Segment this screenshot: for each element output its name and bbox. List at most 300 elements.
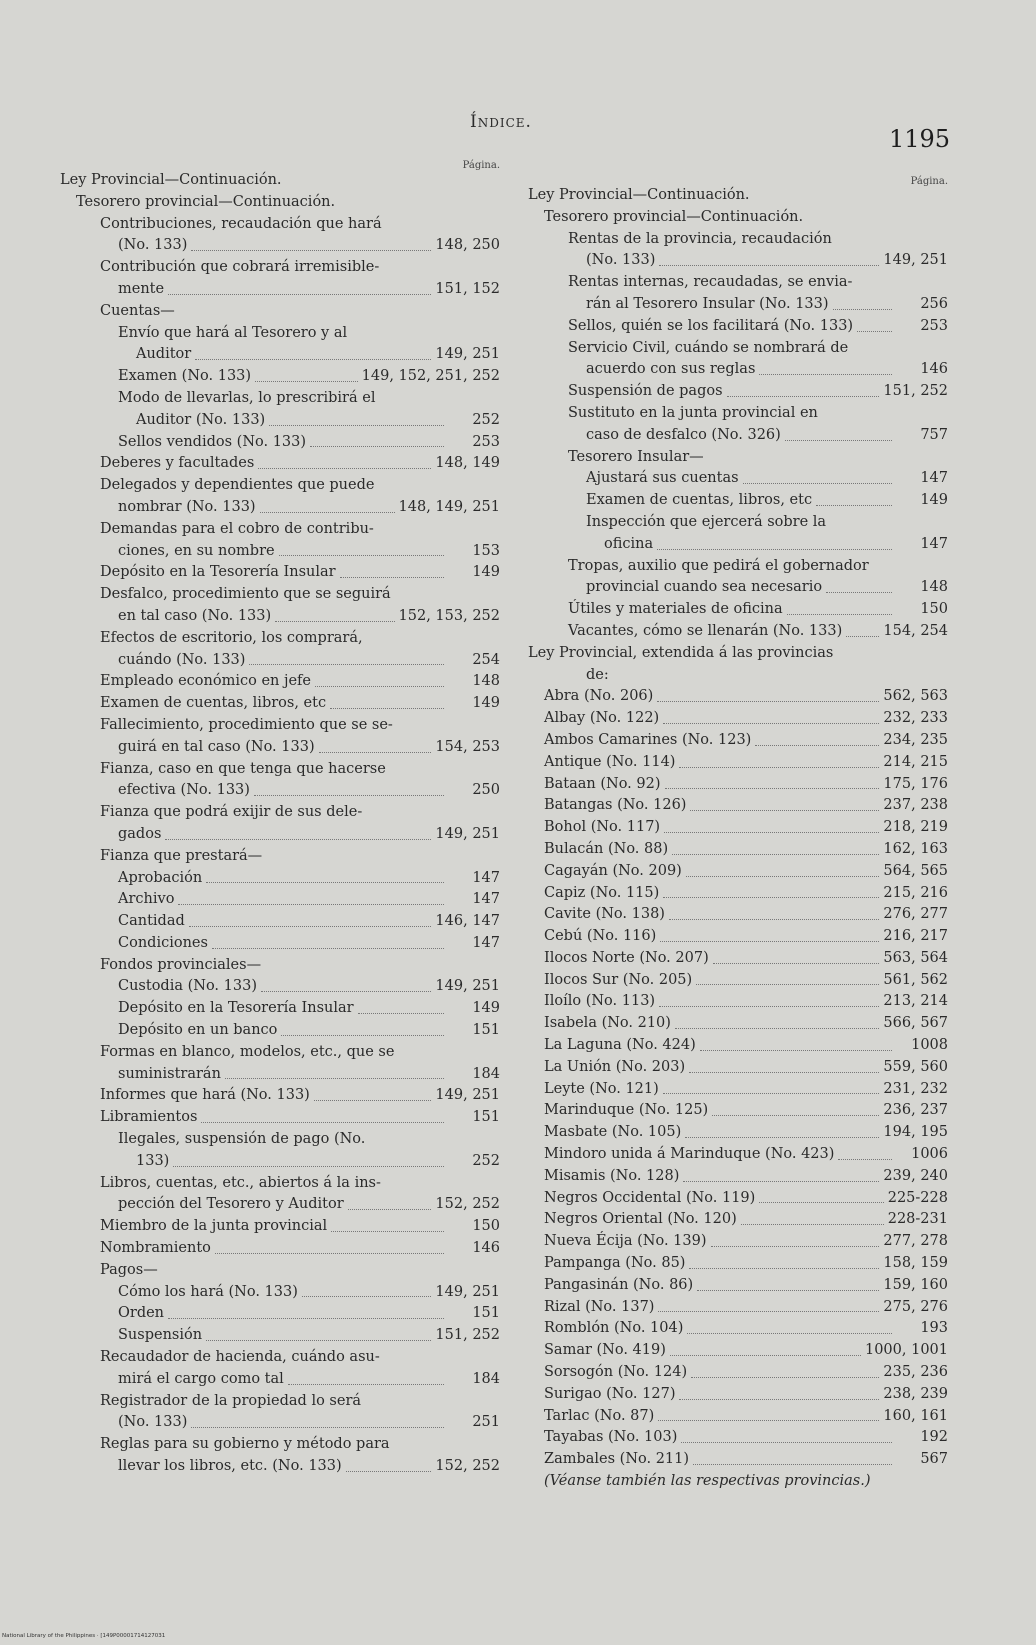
index-entry-text: Deberes y facultades	[100, 455, 255, 472]
dot-leader	[225, 1078, 444, 1079]
index-entry	[60, 1412, 500, 1434]
dot-leader	[713, 963, 880, 964]
dot-leader	[711, 1246, 880, 1247]
index-entry	[528, 1384, 948, 1406]
index-entry-text: Ley Provincial, extendida á las provincias	[528, 644, 834, 661]
index-entry	[528, 1318, 948, 1340]
index-entry-text: Abra (No. 206)	[544, 688, 654, 705]
left-index-entries	[60, 170, 500, 1478]
index-entry-page: 151	[472, 1109, 500, 1126]
index-entry-page: 148, 149, 251	[398, 498, 500, 515]
index-entry-text: efectiva (No. 133)	[118, 782, 250, 799]
index-entry-page: 149	[472, 695, 500, 712]
index-entry-page: 562, 563	[883, 688, 948, 705]
index-entry	[528, 1297, 948, 1319]
index-entry-page: 251	[472, 1414, 500, 1431]
index-entry-page: 184	[472, 1370, 500, 1387]
dot-leader	[787, 614, 892, 615]
index-entry	[528, 926, 948, 948]
index-entry-page: 154, 254	[883, 622, 948, 639]
index-entry-page: 225-228	[887, 1189, 948, 1206]
dot-leader	[759, 374, 892, 375]
index-entry	[528, 991, 948, 1013]
index-entry-text: cuándo (No. 133)	[118, 651, 246, 668]
index-entry	[60, 1020, 500, 1042]
index-entry	[528, 1406, 948, 1428]
index-entry-page: 757	[920, 426, 948, 443]
index-entry-page: 149, 251	[435, 978, 500, 995]
index-entry-text: llevar los libros, etc. (No. 133)	[118, 1458, 342, 1475]
index-entry-page: 252	[472, 1152, 500, 1169]
index-entry	[60, 1347, 500, 1369]
index-entry	[528, 948, 948, 970]
index-entry	[528, 1231, 948, 1253]
index-entry-page: 237, 238	[883, 797, 948, 814]
index-entry-page: 152, 153, 252	[398, 607, 500, 624]
index-entry-page: 215, 216	[883, 884, 948, 901]
index-entry-page: 158, 159	[883, 1255, 948, 1272]
index-entry-page: 149	[472, 1000, 500, 1017]
index-entry-page: 146	[472, 1240, 500, 1257]
index-entry	[60, 693, 500, 715]
dot-leader	[191, 1427, 444, 1428]
index-entry	[528, 861, 948, 883]
index-entry-text: Negros Occidental (No. 119)	[544, 1189, 756, 1206]
index-entry-text: Formas en blanco, modelos, etc., que se	[100, 1043, 395, 1060]
index-entry-text: Reglas para su gobierno y método para	[100, 1436, 390, 1453]
index-entry	[60, 257, 500, 279]
index-entry-page: 149, 152, 251, 252	[361, 368, 500, 385]
index-entry-text: Zambales (No. 211)	[544, 1451, 690, 1468]
index-entry	[528, 272, 948, 294]
index-entry-text: Cavite (No. 138)	[544, 906, 665, 923]
index-entry-page: 277, 278	[883, 1233, 948, 1250]
index-entry-text: Recaudador de hacienda, cuándo asu-	[100, 1349, 380, 1366]
index-entry	[60, 1064, 500, 1086]
index-entry-text: Ilocos Sur (No. 205)	[544, 971, 693, 988]
index-entry	[60, 562, 500, 584]
index-entry	[528, 1340, 948, 1362]
index-entry	[60, 737, 500, 759]
dot-leader	[838, 1159, 892, 1160]
index-entry-page: 184	[472, 1065, 500, 1082]
index-entry	[528, 490, 948, 512]
index-entry-text: Surigao (No. 127)	[544, 1385, 676, 1402]
index-entry-page: 148	[920, 579, 948, 596]
dot-leader	[254, 795, 444, 796]
index-entry	[528, 1079, 948, 1101]
index-entry-text: Examen de cuentas, libros, etc	[586, 492, 813, 509]
dot-leader	[743, 483, 892, 484]
index-entry-page: 151	[472, 1305, 500, 1322]
index-entry-text: Cómo los hará (No. 133)	[118, 1283, 298, 1300]
index-entry	[528, 316, 948, 338]
dot-leader	[670, 1355, 861, 1356]
dot-leader	[315, 686, 444, 687]
index-entry-page: 192	[920, 1429, 948, 1446]
dot-leader	[681, 1442, 892, 1443]
dot-leader	[168, 294, 431, 295]
index-entry	[528, 1209, 948, 1231]
index-entry-page: 151, 252	[435, 1327, 500, 1344]
dot-leader	[663, 723, 879, 724]
dot-leader	[658, 1311, 879, 1312]
dot-leader	[664, 832, 879, 833]
index-entry-page: 149, 251	[435, 825, 500, 842]
index-entry-text: La Laguna (No. 424)	[544, 1037, 696, 1054]
dot-leader	[712, 1115, 879, 1116]
index-entry-text: mirá el cargo como tal	[118, 1370, 284, 1387]
index-entry-text: Ajustará sus cuentas	[586, 470, 739, 487]
index-entry-text: Pagos—	[100, 1261, 158, 1278]
index-entry	[528, 665, 948, 687]
index-entry	[528, 294, 948, 316]
index-entry-page: 175, 176	[883, 775, 948, 792]
index-entry-text: Archivo	[118, 891, 175, 908]
index-entry	[60, 1085, 500, 1107]
dot-leader	[331, 1231, 444, 1232]
dot-leader	[672, 854, 879, 855]
index-entry	[60, 344, 500, 366]
dot-leader	[689, 1072, 879, 1073]
index-entry-text: Ilocos Norte (No. 207)	[544, 949, 709, 966]
index-entry-text: Pangasinán (No. 86)	[544, 1276, 694, 1293]
index-entry-text: Pampanga (No. 85)	[544, 1255, 686, 1272]
index-entry	[60, 1260, 500, 1282]
index-entry-text: Rentas internas, recaudadas, se envia-	[568, 274, 853, 291]
index-entry-page: 228-231	[887, 1211, 948, 1228]
index-entry-page: 149, 251	[435, 346, 500, 363]
index-entry-text: Ambos Camarines (No. 123)	[544, 731, 752, 748]
index-entry	[528, 468, 948, 490]
index-entry	[60, 780, 500, 802]
index-entry-page: 152, 252	[435, 1458, 500, 1475]
index-entry-page: 147	[472, 869, 500, 886]
dot-leader	[675, 1028, 879, 1029]
index-entry	[60, 911, 500, 933]
index-entry-text: mente	[118, 280, 165, 297]
index-entry	[60, 846, 500, 868]
page-header-title: Índice.	[470, 112, 532, 132]
dot-leader	[340, 577, 444, 578]
dot-leader	[258, 468, 431, 469]
index-entry	[60, 1151, 500, 1173]
index-entry-page: 567	[920, 1451, 948, 1468]
dot-leader	[659, 265, 879, 266]
index-entry	[60, 1325, 500, 1347]
dot-leader	[658, 1420, 879, 1421]
index-entry	[528, 1144, 948, 1166]
index-entry-text: Examen (No. 133)	[118, 368, 252, 385]
index-entry	[60, 1238, 500, 1260]
index-entry-text: ciones, en su nombre	[118, 542, 275, 559]
dot-leader	[168, 1318, 444, 1319]
index-entry	[528, 534, 948, 556]
dot-leader	[206, 882, 444, 883]
index-entry	[528, 774, 948, 796]
dot-leader	[679, 767, 879, 768]
index-entry-text: (Véanse también las respectivas provincias.)	[544, 1473, 871, 1490]
index-entry	[60, 998, 500, 1020]
dot-leader	[215, 1253, 444, 1254]
index-entry-page: 253	[472, 433, 500, 450]
dot-leader	[348, 1209, 432, 1210]
index-entry	[60, 976, 500, 998]
index-entry-page: 559, 560	[883, 1058, 948, 1075]
index-entry-page: 149	[472, 564, 500, 581]
index-entry-page: 216, 217	[883, 928, 948, 945]
index-entry	[60, 170, 500, 192]
index-entry-text: Bulacán (No. 88)	[544, 840, 669, 857]
index-entry	[528, 185, 948, 207]
index-entry-text: Sellos vendidos (No. 133)	[118, 433, 307, 450]
index-entry-text: Fianza, caso en que tenga que hacerse	[100, 760, 386, 777]
index-entry-text: Desfalco, procedimiento que se seguirá	[100, 586, 391, 603]
index-entry	[60, 650, 500, 672]
index-entry	[60, 933, 500, 955]
dot-leader	[785, 440, 892, 441]
dot-leader	[669, 919, 879, 920]
index-entry	[528, 1057, 948, 1079]
index-entry-text: Miembro de la junta provincial	[100, 1218, 328, 1235]
index-entry	[528, 1013, 948, 1035]
index-entry	[60, 235, 500, 257]
index-entry-text: Registrador de la propiedad lo será	[100, 1392, 362, 1409]
index-entry-page: 564, 565	[883, 862, 948, 879]
index-entry	[528, 795, 948, 817]
index-entry-text: Auditor	[136, 346, 192, 363]
index-entry-text: Fondos provinciales—	[100, 956, 262, 973]
index-entry	[528, 1471, 948, 1493]
index-entry-text: Negros Oriental (No. 120)	[544, 1211, 737, 1228]
index-entry-page: 149	[920, 492, 948, 509]
footer-text: National Library of the Philippines · [149P00001714127031	[2, 1633, 166, 1639]
index-entry-page: 147	[472, 934, 500, 951]
index-entry-text: Batangas (No. 126)	[544, 797, 687, 814]
index-entry-text: (No. 133)	[586, 252, 656, 269]
index-entry-page: 151, 152	[435, 280, 500, 297]
dot-leader	[846, 636, 879, 637]
index-entry-page: 231, 232	[883, 1080, 948, 1097]
index-entry-page: 150	[920, 601, 948, 618]
index-entry-text: Tropas, auxilio que pedirá el gobernador	[568, 557, 869, 574]
index-entry-text: caso de desfalco (No. 326)	[586, 426, 781, 443]
index-entry-text: Ilegales, suspensión de pago (No.	[118, 1131, 366, 1148]
index-entry-text: Suspensión	[118, 1327, 203, 1344]
index-entry-text: Depósito en un banco	[118, 1022, 278, 1039]
index-entry	[60, 628, 500, 650]
index-entry-text: Contribución que cobrará irremisible-	[100, 259, 380, 276]
index-entry-text: Fianza que prestará—	[100, 847, 263, 864]
dot-leader	[346, 1471, 432, 1472]
index-entry-text: Vacantes, cómo se llenarán (No. 133)	[568, 622, 843, 639]
index-entry	[60, 955, 500, 977]
dot-leader	[816, 505, 892, 506]
index-entry-text: Orden	[118, 1305, 165, 1322]
index-entry-page: 149, 251	[883, 252, 948, 269]
index-entry	[60, 824, 500, 846]
index-entry-text: Fianza que podrá exijir de sus dele-	[100, 804, 363, 821]
dot-leader	[663, 897, 879, 898]
dot-leader	[727, 396, 880, 397]
index-entry-text: Rizal (No. 137)	[544, 1298, 655, 1315]
index-entry-text: Libramientos	[100, 1109, 198, 1126]
dot-leader	[302, 1296, 432, 1297]
index-entry	[60, 759, 500, 781]
index-entry-page: 146, 147	[435, 913, 500, 930]
index-entry	[60, 366, 500, 388]
index-entry-page: 149, 251	[435, 1087, 500, 1104]
dot-leader	[173, 1166, 444, 1167]
index-entry-text: Albay (No. 122)	[544, 710, 660, 727]
index-entry-page: 148, 250	[435, 237, 500, 254]
index-entry	[528, 403, 948, 425]
index-entry-page: 561, 562	[883, 971, 948, 988]
index-entry-text: Cebú (No. 116)	[544, 928, 657, 945]
index-entry-page: 563, 564	[883, 949, 948, 966]
index-entry-text: La Unión (No. 203)	[544, 1058, 686, 1075]
index-entry	[60, 519, 500, 541]
index-entry-page: 232, 233	[883, 710, 948, 727]
dot-leader	[659, 1006, 879, 1007]
index-entry-text: Cuentas—	[100, 302, 175, 319]
index-entry	[528, 839, 948, 861]
dot-leader	[665, 788, 880, 789]
index-entry-page: 238, 239	[883, 1385, 948, 1402]
index-entry-page: 234, 235	[883, 731, 948, 748]
index-entry-text: Masbate (No. 105)	[544, 1124, 682, 1141]
right-index-entries	[528, 185, 948, 1493]
index-entry	[60, 671, 500, 693]
index-entry-page: 160, 161	[883, 1407, 948, 1424]
index-entry-text: Mindoro unida á Marinduque (No. 423)	[544, 1146, 835, 1163]
dot-leader	[696, 984, 879, 985]
index-entry-page: 213, 214	[883, 993, 948, 1010]
index-entry	[60, 453, 500, 475]
dot-leader	[212, 948, 444, 949]
index-entry-page: 218, 219	[883, 819, 948, 836]
index-entry-text: Sorsogón (No. 124)	[544, 1364, 688, 1381]
index-entry-text: Sustituto en la junta provincial en	[568, 404, 818, 421]
index-entry-text: Libros, cuentas, etc., abiertos á la ins-	[100, 1174, 381, 1191]
index-entry-page: 149, 251	[435, 1283, 500, 1300]
index-entry-text: Modo de llevarlas, lo prescribirá el	[118, 389, 376, 406]
dot-leader	[686, 876, 880, 877]
index-entry-text: Isabela (No. 210)	[544, 1015, 671, 1032]
index-entry	[528, 643, 948, 665]
index-entry-page: 276, 277	[883, 906, 948, 923]
dot-leader	[201, 1122, 444, 1123]
index-entry	[528, 752, 948, 774]
index-entry-page: 256	[920, 295, 948, 312]
index-entry-text: provincial cuando sea necesario	[586, 579, 823, 596]
index-entry	[60, 1107, 500, 1129]
index-entry	[528, 1166, 948, 1188]
index-entry-page: 148	[472, 673, 500, 690]
dot-leader	[269, 425, 444, 426]
dot-leader	[165, 839, 431, 840]
index-entry	[528, 970, 948, 992]
index-entry	[528, 1122, 948, 1144]
index-entry-text: acuerdo con sus reglas	[586, 361, 756, 378]
index-entry	[60, 1173, 500, 1195]
dot-leader	[700, 1050, 892, 1051]
dot-leader	[755, 745, 879, 746]
index-entry-page: 159, 160	[883, 1276, 948, 1293]
index-entry-text: Nombramiento	[100, 1240, 211, 1257]
index-entry-text: Custodia (No. 133)	[118, 978, 257, 995]
index-entry	[528, 708, 948, 730]
dot-leader	[195, 359, 431, 360]
dot-leader	[683, 1181, 879, 1182]
index-entry	[60, 541, 500, 563]
index-entry-page: 194, 195	[883, 1124, 948, 1141]
dot-leader	[206, 1340, 431, 1341]
index-entry-text: Servicio Civil, cuándo se nombrará de	[568, 339, 849, 356]
index-entry-text: Contribuciones, recaudación que hará	[100, 215, 382, 232]
index-entry	[528, 1275, 948, 1297]
index-entry	[528, 1188, 948, 1210]
index-entry	[528, 447, 948, 469]
index-entry-text: Antique (No. 114)	[544, 753, 676, 770]
index-entry-page: 151, 252	[883, 383, 948, 400]
index-entry	[528, 577, 948, 599]
index-entry	[528, 381, 948, 403]
dot-leader	[687, 1333, 892, 1334]
index-entry	[60, 475, 500, 497]
index-entry	[60, 1282, 500, 1304]
dot-leader	[261, 991, 431, 992]
index-entry-page: 147	[920, 535, 948, 552]
dot-leader	[697, 1290, 879, 1291]
index-entry	[60, 301, 500, 323]
index-entry-text: Ley Provincial—Continuación.	[528, 187, 750, 203]
index-entry-page: 154, 253	[435, 738, 500, 755]
dot-leader	[319, 752, 432, 753]
index-entry-page: 1008	[911, 1037, 948, 1054]
pagina-label: Página.	[910, 176, 948, 187]
index-entry-page: 250	[472, 782, 500, 799]
index-entry-page: 214, 215	[883, 753, 948, 770]
index-entry	[60, 1194, 500, 1216]
index-entry-page: 239, 240	[883, 1167, 948, 1184]
index-entry	[60, 802, 500, 824]
index-entry-text: (No. 133)	[118, 1414, 188, 1431]
index-entry	[528, 1362, 948, 1384]
index-entry-page: 150	[472, 1218, 500, 1235]
index-entry	[60, 889, 500, 911]
index-entry-text: (No. 133)	[118, 237, 188, 254]
dot-leader	[260, 512, 395, 513]
index-entry	[528, 425, 948, 447]
index-entry-text: Efectos de escritorio, los comprará,	[100, 629, 363, 646]
page-number: 1195	[889, 125, 951, 153]
index-entry-page: 275, 276	[883, 1298, 948, 1315]
index-entry	[528, 512, 948, 534]
index-entry	[528, 1253, 948, 1275]
index-entry	[60, 1391, 500, 1413]
index-entry-text: Tesorero provincial—Continuación.	[544, 208, 804, 225]
index-entry	[528, 621, 948, 643]
index-entry-text: oficina	[604, 535, 654, 552]
index-entry-page: 252	[472, 411, 500, 428]
dot-leader	[191, 250, 431, 251]
index-entry	[528, 359, 948, 381]
index-entry-text: Tayabas (No. 103)	[544, 1429, 678, 1446]
index-entry-text: Bataan (No. 92)	[544, 775, 661, 792]
index-entry	[60, 1434, 500, 1456]
index-entry-text: Tarlac (No. 87)	[544, 1407, 655, 1424]
